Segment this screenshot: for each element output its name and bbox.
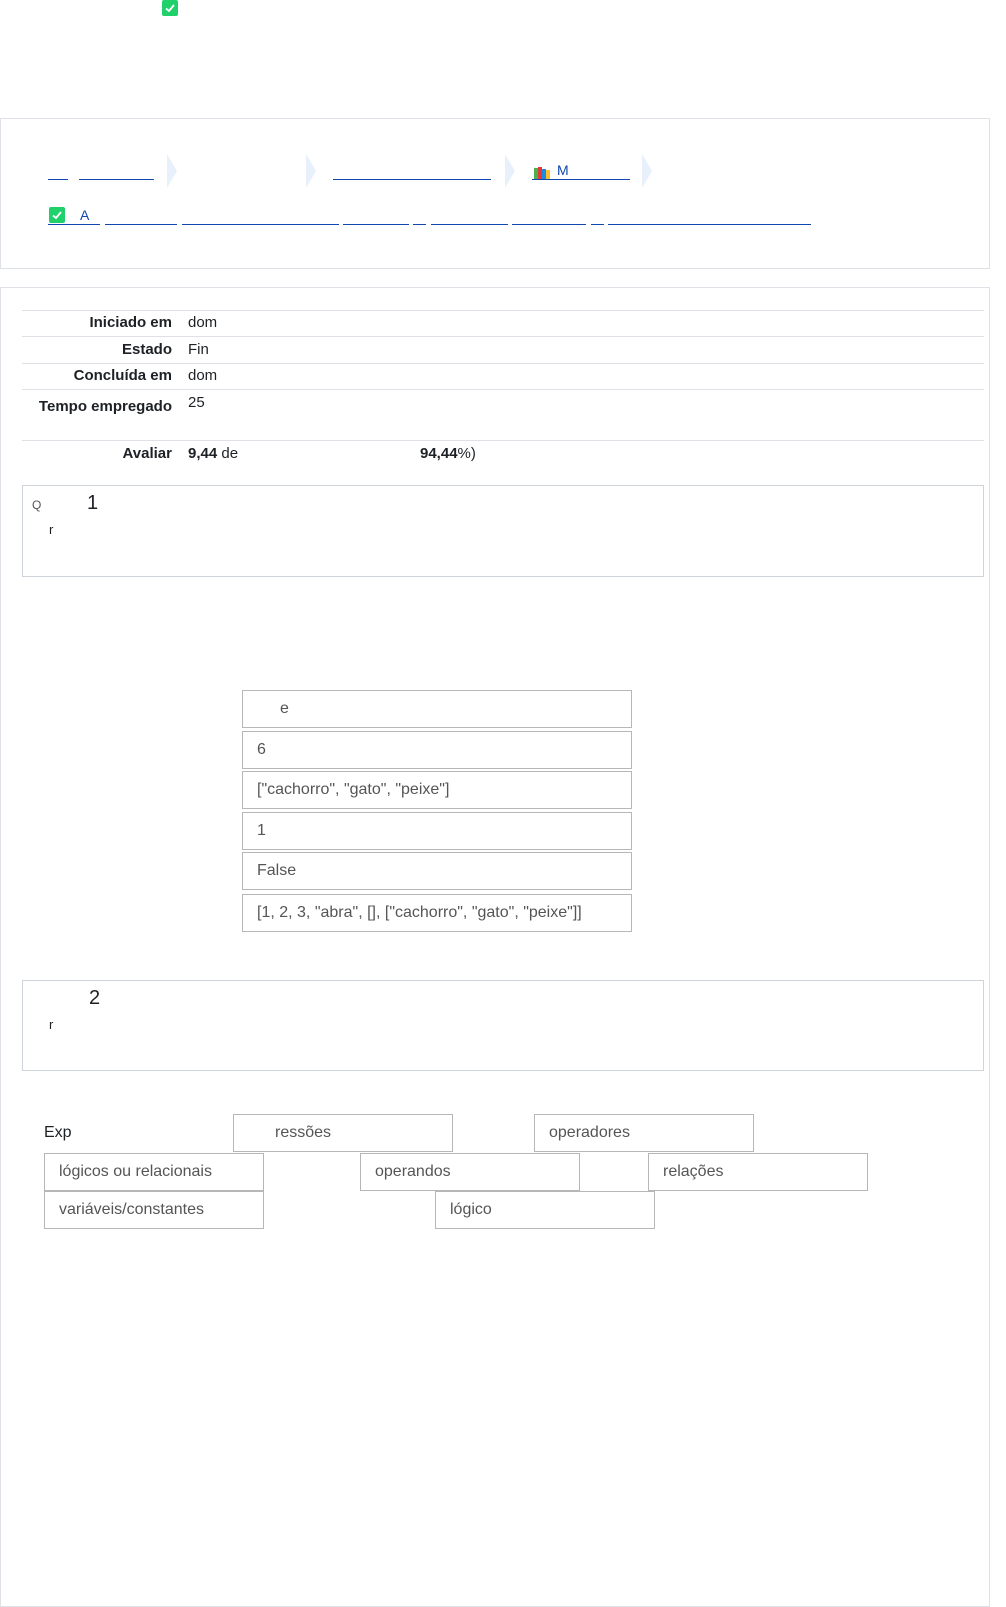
summary-label: Tempo empregado: [38, 398, 172, 415]
activity-title-segment[interactable]: [608, 224, 811, 225]
summary-row-divider: [22, 336, 984, 337]
grade-percent-bold: 94,44: [420, 445, 458, 462]
drag-item-text: lógicos ou relacionais: [59, 1163, 212, 1180]
answer-option[interactable]: [242, 690, 632, 728]
answer-option-text: ["cachorro", "gato", "peixe"]: [257, 781, 450, 798]
drag-item[interactable]: [534, 1114, 754, 1152]
breadcrumb-separator: [306, 154, 316, 188]
drag-item[interactable]: [435, 1191, 655, 1229]
activity-link[interactable]: A: [80, 207, 90, 223]
summary-value: dom: [188, 314, 218, 331]
question-2-info-text: r: [49, 1017, 54, 1032]
summary-label: Avaliar: [122, 445, 172, 462]
summary-value: 25: [188, 394, 205, 411]
summary-row-divider: [22, 389, 984, 390]
summary-label: Concluída em: [73, 367, 172, 384]
breadcrumb-link-courses[interactable]: [79, 179, 154, 180]
breadcrumb-separator: [505, 154, 515, 188]
grade-de: de: [217, 445, 239, 462]
navigation-panel: [0, 118, 990, 269]
question-2-number: 2: [89, 987, 101, 1009]
answer-option[interactable]: [242, 812, 632, 850]
activity-title-segment[interactable]: [591, 224, 604, 225]
grade-percent-tail: %): [457, 445, 476, 462]
drag-item[interactable]: [648, 1153, 868, 1191]
activity-title-segment[interactable]: [512, 224, 586, 225]
drag-item-text: variáveis/constantes: [59, 1201, 204, 1218]
activity-title-segment[interactable]: [413, 224, 426, 225]
grade-value: [188, 445, 238, 462]
activity-title-segment[interactable]: [431, 224, 508, 225]
activity-check-icon: [49, 207, 65, 223]
activity-link-underline: [48, 224, 100, 225]
drag-item[interactable]: [360, 1153, 580, 1191]
course-books-icon: [534, 166, 550, 178]
drag-item[interactable]: [44, 1191, 264, 1229]
activity-title-segment[interactable]: [182, 224, 339, 225]
breadcrumb-separator: [167, 154, 177, 188]
grade-bold: 9,44: [188, 445, 218, 462]
question-1-info: [22, 485, 984, 577]
answer-option-text: False: [257, 862, 297, 879]
completion-check-icon: [162, 0, 178, 16]
question-2-lead-text: Exp: [44, 1124, 72, 1141]
answer-option[interactable]: [242, 731, 632, 769]
activity-title-segment[interactable]: [343, 224, 409, 225]
summary-row-divider: [22, 363, 984, 364]
drag-item[interactable]: [44, 1153, 264, 1191]
question-1-number: 1: [87, 492, 99, 514]
answer-option-text: e: [280, 700, 289, 717]
breadcrumb-course-link[interactable]: M: [557, 162, 569, 178]
breadcrumb-link-section[interactable]: [333, 179, 491, 180]
drag-item-text: operadores: [549, 1124, 630, 1141]
drag-item-text: operandos: [375, 1163, 451, 1180]
question-1-info-text: r: [49, 522, 54, 537]
breadcrumb-link-home[interactable]: [48, 179, 68, 180]
summary-row-divider: [22, 310, 984, 311]
summary-label: Estado: [121, 341, 172, 358]
summary-value: dom: [188, 367, 218, 384]
summary-value: Fin: [188, 341, 209, 358]
answer-option[interactable]: [242, 894, 632, 932]
question-1-prefix: Q: [32, 498, 42, 512]
answer-option[interactable]: [242, 852, 632, 890]
answer-option[interactable]: [242, 771, 632, 809]
summary-row-divider: [22, 440, 984, 441]
drag-item[interactable]: [233, 1114, 453, 1152]
answer-option-text: 1: [257, 822, 266, 839]
drag-item-text: lógico: [450, 1201, 492, 1218]
drag-item-text: ressões: [275, 1124, 332, 1141]
grade-percent: [420, 445, 476, 462]
activity-title-segment[interactable]: [105, 224, 177, 225]
breadcrumb-separator: [642, 154, 652, 188]
summary-label: Iniciado em: [89, 314, 172, 331]
drag-item-text: relações: [663, 1163, 724, 1180]
answer-option-text: [1, 2, 3, "abra", [], ["cachorro", "gato", "peixe"]]: [257, 904, 582, 921]
answer-option-text: 6: [257, 741, 266, 758]
breadcrumb-course-underline: [532, 179, 630, 180]
question-2-info: [22, 980, 984, 1071]
